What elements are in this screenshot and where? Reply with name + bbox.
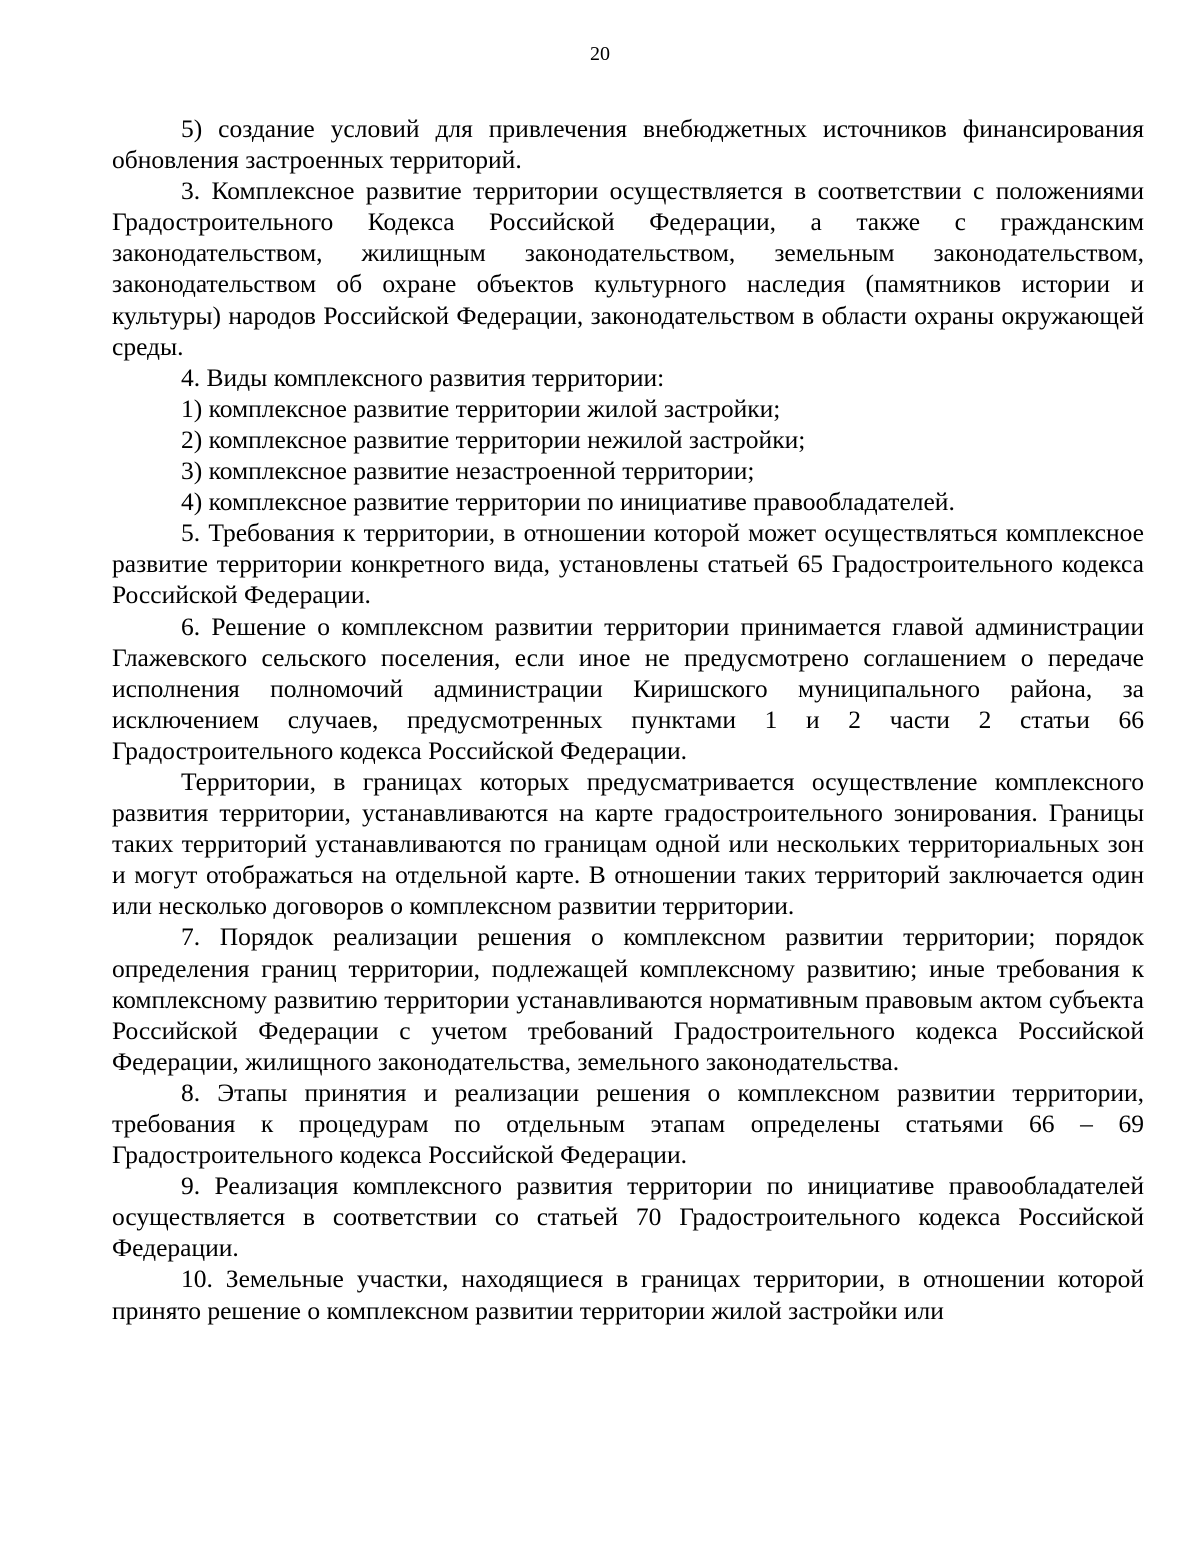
list-item-undeveloped: 3) комплексное развитие незастроенной территории; <box>181 456 755 486</box>
list-item-residential: 1) комплексное развитие территории жилой застройки; <box>181 393 781 423</box>
paragraph-territories-zoning: Территории, в границах которых предусматривается осуществление комплексного развития территории, устанавливаются на карте градостроительного зонирования. Границы таких территорий устанавливаются по границам одной или нескольких территориальных зон и могут отображаться на отдельной карте. В отношении таких территорий заключается один или несколько договоров о комплексном развитии территории. <box>112 766 1144 921</box>
list-item-owner-initiative: 4) комплексное развитие территории по инициативе правообладателей. <box>181 487 955 517</box>
list-item-non-residential: 2) комплексное развитие территории нежилой застройки; <box>181 424 806 454</box>
paragraph-3-legal-basis: 3. Комплексное развитие территории осуществляется в соответствии с положениями Градостроительного Кодекса Российской Федерации, а также с гражданским законодательством, жилищным законодательством, земельным законодательством, законодательством об охране объектов культурного наследия (памятников истории и культуры) народов Российской Федерации, законодательством в области охраны окружающей среды. <box>112 176 1144 361</box>
paragraph-9-owner-initiative: 9. Реализация комплексного развития территории по инициативе правообладателей осуществляется в соответствии со статьей 70 Градостроительного кодекса Российской Федерации. <box>112 1171 1144 1263</box>
paragraph-10-land-plots: 10. Земельные участки, находящиеся в границах территории, в отношении которой принято решение о комплексном развитии территории жилой застройки или <box>112 1264 1144 1325</box>
paragraph-item-5-sources: 5) создание условий для привлечения внебюджетных источников финансирования обновления застроенных территорий. <box>112 114 1144 175</box>
paragraph-8-stages: 8. Этапы принятия и реализации решения о комплексном развитии территории, требования к процедурам по отдельным этапам определены статьями 66 – 69 Градостроительного кодекса Российской Федерации. <box>112 1077 1144 1170</box>
paragraph-6-decision: 6. Решение о комплексном развитии территории принимается главой администрации Глажевского сельского поселения, если иное не предусмотрено соглашением о передаче исполнения полномочий администрации Киришского муниципального района, за исключением случаев, предусмотренных пунктами 1 и 2 части 2 статьи 66 Градостроительного кодекса Российской Федерации. <box>112 611 1144 765</box>
paragraph-4-types-heading: 4. Виды комплексного развития территории: <box>181 362 665 392</box>
page-number: 20 <box>590 43 610 65</box>
paragraph-7-procedure: 7. Порядок реализации решения о комплексном развитии территории; порядок определения границ территории, подлежащей комплексному развитию; иные требования к комплексному развитию территории устанавливаются нормативным правовым актом субъекта Российской Федерации с учетом требований Градостроительного кодекса Российской Федерации, жилищного законодательства, земельного законодательства. <box>112 922 1144 1076</box>
paragraph-5-requirements: 5. Требования к территории, в отношении которой может осуществляться комплексное развитие территории конкретного вида, установлены статьей 65 Градостроительного кодекса Российской Федерации. <box>112 518 1144 610</box>
document-body <box>112 113 1144 1326</box>
